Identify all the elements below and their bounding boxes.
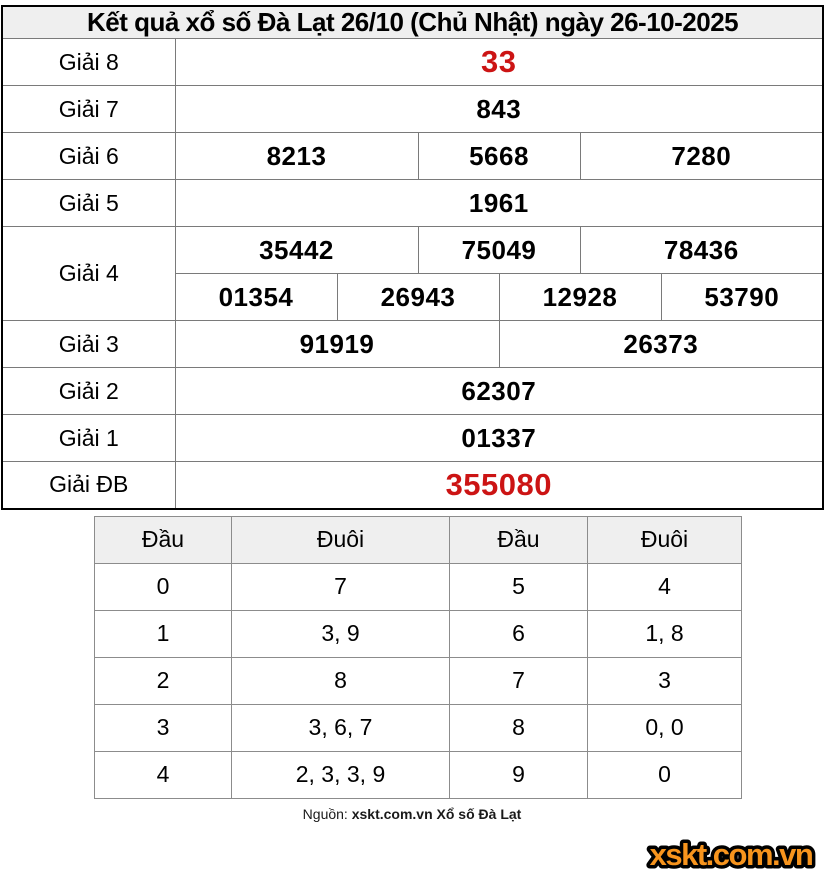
prize-number: 26943 [337, 274, 499, 321]
head-tail-row [95, 751, 742, 798]
results-table-body [2, 39, 823, 509]
prize-number: 91919 [175, 321, 499, 368]
prize-label: Giải 1 [2, 415, 175, 462]
prize-number: 01354 [175, 274, 337, 321]
prize-number: 843 [175, 86, 823, 133]
head-tail-cell: 4 [95, 751, 232, 798]
head-tail-cell: 7 [450, 657, 588, 704]
head-tail-cell: 0 [588, 751, 742, 798]
head-tail-row [95, 610, 742, 657]
head-tail-cell: 5 [450, 563, 588, 610]
head-tail-header-cell: Đuôi [588, 516, 742, 563]
head-tail-body [95, 563, 742, 798]
head-tail-cell: 3, 6, 7 [232, 704, 450, 751]
prize-number: 75049 [418, 227, 580, 274]
head-tail-cell: 9 [450, 751, 588, 798]
prize-label: Giải 5 [2, 180, 175, 227]
prize-number: 35442 [175, 227, 418, 274]
source-line [0, 806, 824, 822]
prize-label: Giải 7 [2, 86, 175, 133]
head-tail-cell: 0, 0 [588, 704, 742, 751]
prize-label: Giải 8 [2, 39, 175, 86]
prize-row [2, 415, 823, 462]
prize-number: 01337 [175, 415, 823, 462]
prize-number: 5668 [418, 133, 580, 180]
head-tail-cell: 2 [95, 657, 232, 704]
head-tail-header-cell: Đầu [95, 516, 232, 563]
prize-row [2, 86, 823, 133]
head-tail-header-cell: Đuôi [232, 516, 450, 563]
head-tail-header-row [95, 516, 742, 563]
head-tail-row [95, 704, 742, 751]
source-label: Nguồn: [302, 805, 348, 822]
prize-label: Giải ĐB [2, 462, 175, 509]
prize-row [2, 39, 823, 86]
head-tail-cell: 2, 3, 3, 9 [232, 751, 450, 798]
prize-number: 1961 [175, 180, 823, 227]
head-tail-cell: 8 [450, 704, 588, 751]
head-tail-cell: 3 [588, 657, 742, 704]
head-tail-cell: 1 [95, 610, 232, 657]
title-row [2, 6, 823, 39]
page-title: Kết quả xổ số Đà Lạt 26/10 (Chủ Nhật) ngày 26-10-2025 [2, 6, 823, 39]
prize-row [2, 180, 823, 227]
prize-row [2, 368, 823, 415]
prize-number: 78436 [580, 227, 823, 274]
prize-number: 7280 [580, 133, 823, 180]
prize-number: 62307 [175, 368, 823, 415]
prize-number: 53790 [661, 274, 823, 321]
head-tail-cell: 3 [95, 704, 232, 751]
head-tail-row [95, 563, 742, 610]
prize-number-highlight: 355080 [175, 462, 823, 509]
head-tail-cell: 3, 9 [232, 610, 450, 657]
head-tail-cell: 6 [450, 610, 588, 657]
prize-label: Giải 3 [2, 321, 175, 368]
prize-row [2, 133, 823, 180]
prize-number: 8213 [175, 133, 418, 180]
head-tail-cell: 7 [232, 563, 450, 610]
prize-row [2, 321, 823, 368]
head-tail-table [94, 516, 742, 799]
head-tail-row [95, 657, 742, 704]
prize-label: Giải 4 [2, 227, 175, 321]
prize-label: Giải 2 [2, 368, 175, 415]
head-tail-cell: 1, 8 [588, 610, 742, 657]
xskt-logo-text: xskt.com.vn [649, 837, 813, 872]
prize-label: Giải 6 [2, 133, 175, 180]
lottery-results-table [1, 5, 824, 510]
source-name: xskt.com.vn Xổ số Đà Lạt [351, 805, 522, 822]
prize-number-highlight: 33 [175, 39, 823, 86]
prize-number: 12928 [499, 274, 661, 321]
prize-row [2, 462, 823, 509]
head-tail-cell: 4 [588, 563, 742, 610]
head-tail-header-cell: Đầu [450, 516, 588, 563]
head-tail-cell: 0 [95, 563, 232, 610]
prize-number: 26373 [499, 321, 823, 368]
head-tail-cell: 8 [232, 657, 450, 704]
prize-row [2, 227, 823, 274]
